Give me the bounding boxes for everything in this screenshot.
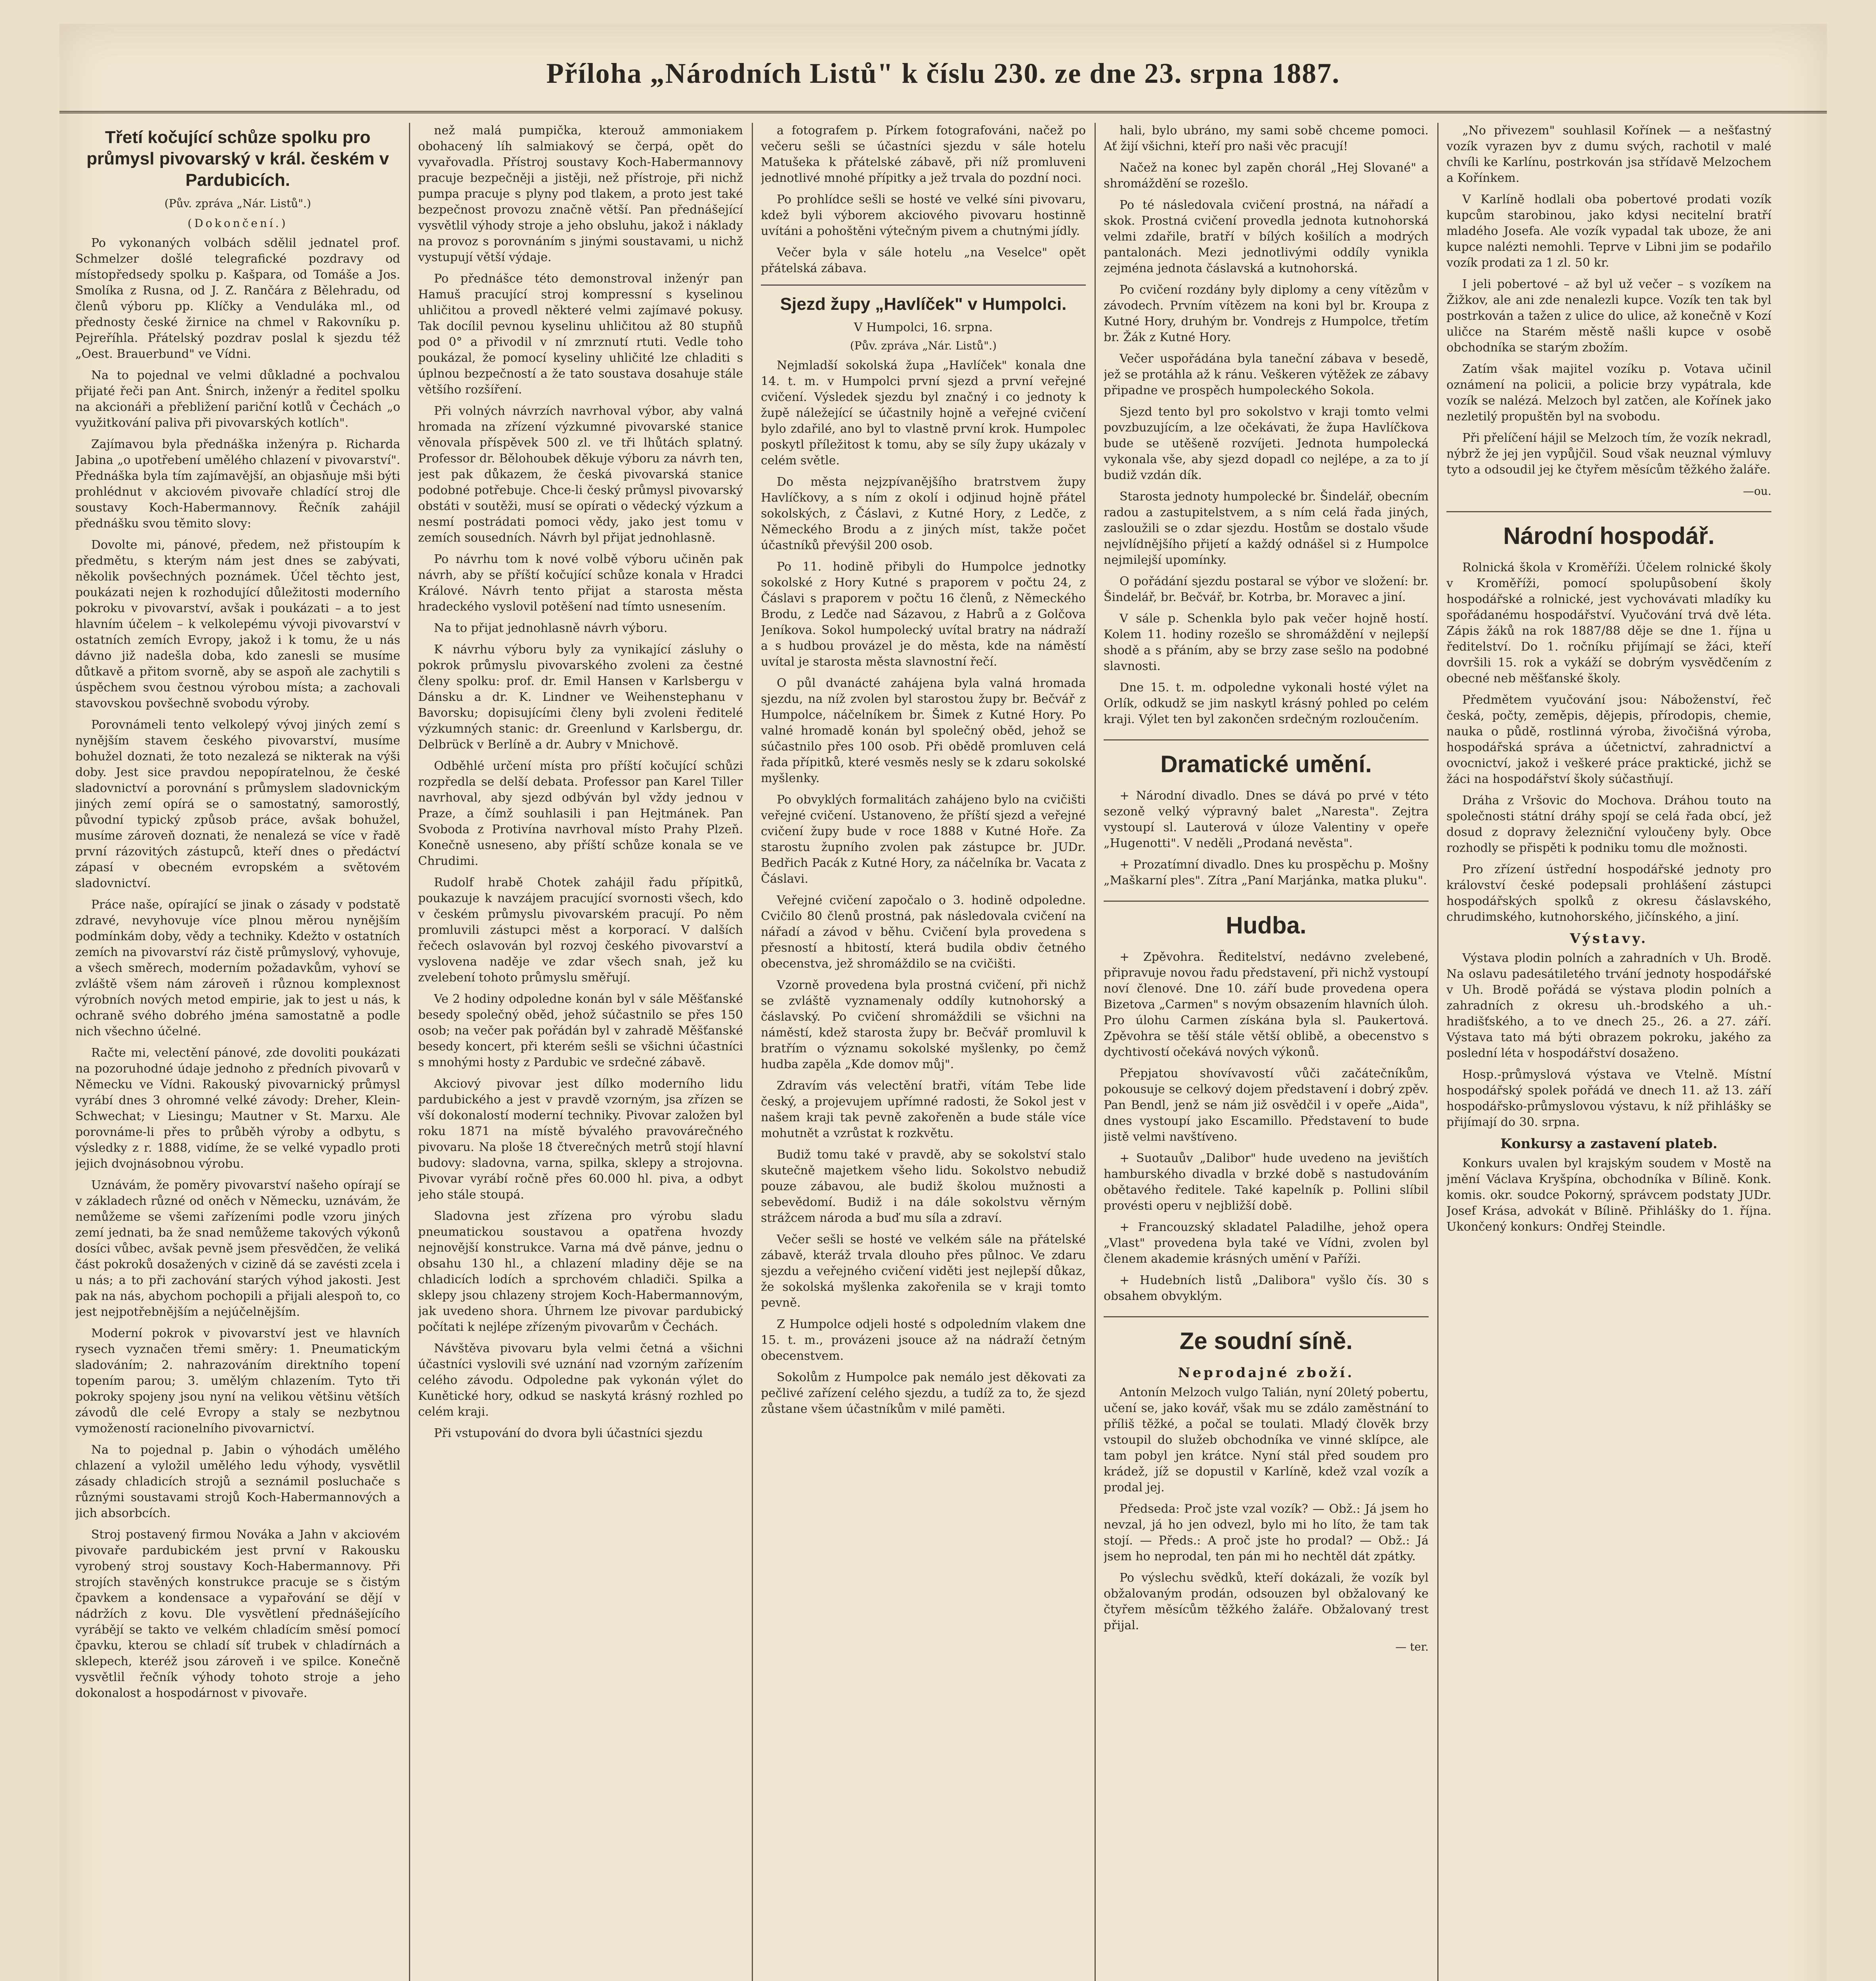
paragraph: Při přelíčení hájil se Melzoch tím, že vozík nekradl, nýbrž že jej jen vypůjčil. Soud však neuznal výmluvy tyto a odsoudil jej ke čtyřem měsícům těžkého žaláře. xyxy=(1446,431,1771,477)
paragraph: Na to pojednal p. Jabin o výhodách umělého chlazení a vyložil umělého ledu výhody, vysvětlil zásady chladicích strojů a seznámil posluchače s různými soustavami strojů Koch-Habermannových a jich absorbcích. xyxy=(75,1443,400,1520)
paragraph: Na to pojednal ve velmi důkladné a pochvalou přijaté řeči pan Ant. Śnirch, inženýr a ředitel spolku na akcionáři a přebližení pariční kotlů v Čechách „o využitkování paliva při pivovarských kotlích". xyxy=(75,368,400,430)
paragraph: + Hudebních listů „Dalibora" vyšlo čís. 30 s obsahem obvyklým. xyxy=(1104,1273,1429,1303)
paragraph: Moderní pokrok v pivovarství jest ve hlavních rysech vyznačen třemi směry: 1. Pneumatickým sladováním; 2. nahrazováním direktního topení topením parou; 3. umělým chlazením. Tyto tři pokroky spojeny jsou nyní na velikou většinu větších závodů dle celé Evropy a staly se nezbytnou vymožeností racionelního pivovarnictví. xyxy=(75,1326,400,1435)
paragraph: O půl dvanácté zahájena byla valná hromada sjezdu, na níž zvolen byl starostou župy br. Bečvář z Humpolce, náčelníkem br. Šimek z Kutné Hory. Po valné hromadě konán byl společný oběd, jehož se súčastnilo přes 100 osob. Při obědě promluven celá řada přípitků, které vesměs nesly se k zdaru sokolské myšlenky. xyxy=(761,676,1086,785)
paragraph: Rudolf hrabě Chotek zahájil řadu přípitků, poukazuje k navzájem pracující svornosti všech, kdo v českém průmyslu pivovarském pracují. Po něm promluvili zástupci měst a korporací. V dalších řečech oslavován byl rozvoj českého pivovarství a vyslovena naděje ve zdar všech snah, jež ku zvelebení tohoto průmyslu směřují. xyxy=(418,876,743,985)
paragraph: + Prozatímní divadlo. Dnes ku prospěchu p. Mošny „Maškarní ples". Zítra „Paní Marjánka, matka pluku". xyxy=(1104,858,1429,887)
paragraph: Z Humpolce odjeli hosté s odpoledním vlakem dne 15. t. m., provázeni jsouce až na nádraží četným obecenstvem. xyxy=(761,1317,1086,1363)
paragraph: O pořádání sjezdu postaral se výbor ve složení: br. Šindelář, br. Bečvář, br. Kotrba, br. Moravec a jiní. xyxy=(1104,574,1429,604)
paragraph: Nejmladší sokolská župa „Havlíček" konala dne 14. t. m. v Humpolci první sjezd a první veřejné cvičení. Výsledek sjezdu byl značný i co jednoty k župě náležející se účastnily hojně a veřejné cvičení bylo zdařilé, ano byl to vlastně první krok. Humpolec poskytl příležitost k tomu, aby se síly župy ukázaly v celém světle. xyxy=(761,359,1086,468)
column-1 xyxy=(75,123,400,1981)
paragraph: Vzorně provedena byla prostná cvičení, při nichž se zvláště vyznamenaly oddíly kutnohorský a čáslavský. Po cvičení shromáždili se všichni na náměstí, kdež starosta župy br. Bečvář promluvil k bratřím o významu sokolské myšlenky, po čemž hudba zapěla „Kde domov můj". xyxy=(761,978,1086,1071)
paragraph: Na to přijat jednohlasně návrh výboru. xyxy=(434,621,668,635)
paragraph: Starosta jednoty humpolecké br. Šindelář, obecním radou a zastupitelstvem, a s ním celá řada jiných, zasloužili se o zdar sjezdu. Hostům se dostalo všude nejvlídnějšího přijetí a každý odnášel si z Humpolce nejmilejší upomínky. xyxy=(1104,490,1429,567)
paragraph: Sokolům z Humpolce pak nemálo jest děkovati za pečlivé zařízení celého sjezdu, a tudíž za to, že sjezd zůstane všem účastníkům v milé paměti. xyxy=(761,1370,1086,1416)
paragraph: Při volných návrzích navrhoval výbor, aby valná hromada na zřízení výzkumné pivovarské stanice věnovala příspěvek 500 zl. ve tři lhůtách splatný. Professor dr. Bělohoubek děkuje výboru za návrh ten, jest pak důkazem, že česká pivovarská stanice podobné potřebuje. Chce-li český průmysl pivovarský obstáti v soutěži, musí se opírati o vědecký výzkum a nesmí postrádati pomoci vědy, jako jest tomu v zemích sousedních. Návrh byl přijat jednohlasně. xyxy=(418,404,743,545)
subsection-title: Výstavy. xyxy=(1570,931,1648,947)
column-3 xyxy=(761,123,1086,1981)
paragraph: Návštěva pivovaru byla velmi četná a všichni účastníci vyslovili své uznání nad vzorným zařízením celého závodu. Odpoledne pak vykonán výlet do Kunětické hory, odkud se naskytá krásný rozhled po celém kraji. xyxy=(418,1342,743,1419)
paragraph: Račte mi, velectění pánové, zde dovoliti poukázati na pozoruhodné údaje jednoho z předních pivovarů v Německu ve Vídni. Rakouský pivovarnický průmysl vyrábí dnes 3 ohromné velké závody: Dreher, Klein-Schwechat; v Liesingu; Mautner v St. Marxu. Ale porovnáme-li přes to průběh výroby a odbytu, s výsledky z r. 1888, vidíme, že se velké vypadlo proti jejich dvojnásobnou výrobu. xyxy=(75,1046,400,1171)
signature: —ou. xyxy=(1743,485,1771,498)
masthead: Příloha „Národních Listů" k číslu 230. ze dne 23. srpna 1887. xyxy=(59,44,1827,113)
article-source: (Pův. zpráva „Nár. Listů".) xyxy=(164,197,311,210)
paragraph: Po návrhu tom k nové volbě výboru učiněn pak návrh, aby se příští kočující schůze konala v Hradci Králové. Návrh tento přijat a starosta města hradeckého vyslovil potěšení nad tímto usnesením. xyxy=(418,552,743,614)
paragraph: Odběhlé určení místa pro příští kočující schůzi rozpředla se delší debata. Professor pan Karel Tiller navrhoval, aby sjezd odbýván byl vždy jednou v Praze, a čímž souhlasili i pan Hejtmánek. Pan Svoboda z Protivína navrhoval místo Prahy Plzeň. Konečně usneseno, aby příští schůze konala se ve Chrudimi. xyxy=(418,759,743,868)
newspaper-page xyxy=(59,24,1827,1981)
paragraph: Práce naše, opírající se jinak o zásady v podstatě zdravé, nevyhovuje více plnou měrou nynějším podmínkám doby, vědy a techniky. Kdežto v ostatních zemích na pivovarství ráz čistě průmyslový, vyhovuje, a všech směrech, moderním požadavkům, vyhoví se zvláště všem nám zároveň i různou komplexnost výrobních nových metod empirie, jak to jest u nás, k ochraně svého dobrého jména samostatně a podle nich všechno účelné. xyxy=(75,898,400,1038)
paragraph: Po prohlídce sešli se hosté ve velké síni pivovaru, kdež byli výborem akciového pivovaru hostinně uvítáni a pohoštěni výtečným pivem a chutnými jídly. xyxy=(761,193,1086,238)
subsection-title: Konkursy a zastavení plateb. xyxy=(1500,1136,1717,1152)
paragraph: Dráha z Vršovic do Mochova. Dráhou touto na společnosti státní dráhy spojí se celá řada obcí, jež dosud z dopravy železniční vyloučeny byly. Obce rozhodly se přispěti k podniku tomu dle možnosti. xyxy=(1446,794,1771,855)
paragraph: Večer sešli se hosté ve velkém sále na přátelské zábavě, kteráž trvala dlouho přes půlnoc. Ve zdaru sjezdu a veřejného cvičení viděti jest nejlepší důkaz, že sokolská myšlenka zakořenila se v kraji tomto pevně. xyxy=(761,1233,1086,1310)
paragraph: Přepjatou shovívavostí vůči začátečníkům, pokousuje se celkový dojem představení i dobrý zpěv. Pan Bendl, jenž se nám již osvědčil i v opeře „Aida", dnes vystoupí jako Escamillo. Představení to bude jistě velmi navštíveno. xyxy=(1104,1067,1429,1144)
section-title-music: Hudba. xyxy=(1104,901,1429,941)
section-title-economy: Národní hospodář. xyxy=(1446,511,1771,552)
column-4 xyxy=(1104,123,1429,1981)
paragraph: Večer uspořádána byla taneční zábava v besedě, jež se protáhla až k ránu. Veškeren výtěžek ze zábavy připadne ve prospěch humpoleckého Sokola. xyxy=(1104,352,1429,397)
paragraph: Dovolte mi, pánové, předem, než přistoupím k předmětu, s kterým nám jest dnes se zabývati, několik povšechných poznámek. Účel těchto jest, poukázati nejen k rozhodující důležitosti moderního pokroku v pivovarství, avšak i poukázati – a to jest hlavním účelem – k velkolepému vývoji pivovarství v ostatních zemích Evropy, jakož i k tomu, že u nás dávno již nadešla doba, kdo zanesli se musíme důtkavě a přitom svorně, aby se aspoň ale zachytili s úspěchem svou čestnou výrobou místa; a zachovali stavovskou povšechně svobodu výroby. xyxy=(75,538,400,710)
article-source: (Pův. zpráva „Nár. Listů".) xyxy=(850,339,997,352)
paragraph: + Národní divadlo. Dnes se dává po prvé v této sezoně velký výpravný balet „Naresta". Zejtra vystoupí sl. Lauterová v úloze Valentiny v opeře „Hugenotti". V neděli „Prodaná nevěsta". xyxy=(1104,789,1429,850)
paragraph: Zdravím vás velectění bratři, vítám Tebe lide český, a projevujem upřímné radosti, že Sokol jest v našem kraji tak pevně zakořeněn a bude stále více mohutnět a vzrůstat k rozkvětu. xyxy=(761,1079,1086,1140)
paragraph: Dne 15. t. m. odpoledne vykonali hosté výlet na Orlík, odkudž se jim naskytl krásný pohled po celém kraji. Výlet ten byl zakončen srdečným rozloučením. xyxy=(1104,681,1429,726)
paragraph: Akciový pivovar jest dílko moderního lidu pardubického a jest v pravdě vzorným, jsa zřízen se vší dokonalostí moderní techniky. Pivovar založen byl roku 1871 na místě bývalého pravovárečného pivovaru. Na ploše 18 čtverečných metrů stojí hlavní budovy: sladovna, varna, spilka, sklepy a strojovna. Pivovar vyrábí ročně přes 60.000 hl. piva, a odbyt jeho stále stoupá. xyxy=(418,1077,743,1202)
column-rule xyxy=(409,123,410,1981)
paragraph: Po té následovala cvičení prostná, na nářadí a skok. Prostná cvičení provedla jednota kutnohorská velmi zdařile, bratří v bílých košilích a modrých pantalonách. Mezi jednotlivými oddíly vynikla zejména jednota čáslavská a kutnohorská. xyxy=(1104,198,1429,275)
paragraph: Zajímavou byla přednáška inženýra p. Richarda Jabina „o upotřebení umělého chlazení v pivovarství". Přednáška byla tím zajímavější, an objasňuje mši býti prohlédnut v akciovém pivovaře chladící stroj dle soustavy Koch-Habermannovy. Řečník zahájil přednášku svou těmito slovy: xyxy=(75,437,400,531)
column-rule xyxy=(1095,123,1096,1981)
paragraph: Do města nejzpívanějšího bratrstvem župy Havlíčkovy, a s ním z okolí i odjinud hojně přátel sokolských, z Čáslavi, z Kutné Hory, z Ledče, z Německého Brodu a z jiných míst, takže počet účastníků převýšil 200 osob. xyxy=(761,475,1086,552)
paragraph: Výstava plodin polních a zahradních v Uh. Brodě. Na oslavu padesátiletého trvání jednoty hospodářské v Uh. Brodě pořádá se výstava plodin polních a zahradních z okresu uh.-brodského a uh.-hradišťského, a to ve dnech 25., 26. a 27. září. Výstava tato má býti obrazem pokroku, jakého za poslední léta v hospodářství dosaženo. xyxy=(1446,951,1771,1060)
continuation-note: (Dokončení.) xyxy=(187,217,288,230)
paragraph: Načež na konec byl zapěn chorál „Hej Slované" a shromáždění se rozešlo. xyxy=(1104,161,1429,191)
paragraph: Po výslechu svědků, kteří dokázali, že vozík byl obžalovaným prodán, odsouzen byl obžalovaný ke čtyřem měsícům těžkého žaláře. Obžalovaný trest přijal. xyxy=(1104,1571,1429,1632)
article-title-sokol: Sjezd župy „Havlíček" v Humpolci. xyxy=(761,284,1086,315)
paragraph: Po přednášce této demonstroval inženýr pan Hamuš pracující stroj kompressní s kyselinou uhličitou a provedl některé velmi zajímavé pokusy. Tak docílil pevnou kyselinu uhličitou až 80 stupňů pod 0° a přivodil v ní zmrznutí rtuti. Vedle toho poukázal, že pomocí kyseliny uhličité lze chladiti s úplnou bezpečností a že tato soustava dosahuje stále většího rozšíření. xyxy=(418,272,743,397)
paragraph: Stroj postavený firmou Nováka a Jahn v akciovém pivovaře pardubickém jest první v Rakousku vyrobený stroj soustavy Koch-Habermannovy. Při strojích stavěných konstrukce pracuje se s čistým čpavkem a kondensace a vypařování se dějí v nádržích z kovu. Dle vysvětlení přednášejícího vyrábějí se takto ve velkém chladícím směsí pomocí čpavku, kterou se chladí síť trubek v chladírnách a sklepech, kteréž jsou zároveň i ve spilce. Konečně vysvětlil řečník výhody tohoto stroje a jeho dokonalost a hospodárnost v pivovaře. xyxy=(75,1528,400,1700)
paragraph: než malá pumpička, kterouž ammoniakem obohacený líh salmiakový se čerpá, opět do vyvařovadla. Přístroj soustavy Koch-Habermannovy pracuje bezpečněji a jistěji, než přístroje, při nichž pumpa pracuje s plyny pod tlakem, a proto jest také bezpečnost provozu značně větší. Pan přednášející vysvětlil výhody stroje a jeho obsluhu, jakož i náklady na provoz s porovnáním s jinými soustavami, u nichž vystupují větší výdaje. xyxy=(418,124,743,264)
paragraph: Konkurs uvalen byl krajským soudem v Mostě na jmění Václava Kryšpína, obchodníka v Bílině. Konk. komis. okr. soudce Pokorný, správcem podstaty JUDr. Josef Krása, advokát v Bílině. Přihlášky do 1. října. Ukončený konkurs: Ondřej Steindle. xyxy=(1446,1157,1771,1234)
section-title-court: Ze soudní síně. xyxy=(1104,1316,1429,1357)
paragraph: + Zpěvohra. Ředitelství, nedávno zvelebené, připravuje novou řadu představení, při nichž vystoupí noví členové. Dne 10. září bude provedena opera Bizetova „Carmen" s novým obsazením hlavních úloh. Pro úlohu Carmen získána byla sl. Paukertová. Zpěvohra se těší stále větší oblibě, a obecenstvo s dychtivostí očekává nových výkonů. xyxy=(1104,950,1429,1059)
paragraph: I jeli pobertové – až byl už večer – s vozíkem na Žižkov, ale ani zde nenalezli kupce. Vozík ten tak byl postrkován a tažen z ulice do ulice, až konečně v Kozí uličce na Starém městě našli kupce v osobě obchodníka se starým zbožím. xyxy=(1446,277,1771,355)
paragraph: a fotografem p. Pírkem fotografováni, načež po večeru sešli se účastníci sjezdu v sále hotelu Matušeka k přátelské zábavě, při níž promluveni jednotlivé mnohé přípitky a jež trvala do pozdní noci. xyxy=(761,124,1086,185)
signature: — ter. xyxy=(1395,1640,1429,1653)
paragraph: Pro zřízení ústřední hospodářské jednoty pro království české podepsali prohlášení zástupci hospodářských spolků z okresu čáslavského, chrudimského, kutnohorského, jičínského, a jiní. xyxy=(1446,863,1771,924)
paragraph: + Suotauův „Dalibor" hude uvedeno na jevištích hamburského divadla v brzké době s nastudováním obětavého ředitele. Také kapelník p. Pollini slíbil provésti operu v nejbližší době. xyxy=(1104,1151,1429,1213)
paragraph: Hosp.-průmyslová výstava ve Vtelně. Místní hospodářský spolek pořádá ve dnech 11. až 13. září hospodářsko-průmyslovou výstavu, k níž přihlášky se přijímají do 30. srpna. xyxy=(1446,1068,1771,1129)
paragraph: Sjezd tento byl pro sokolstvo v kraji tomto velmi povzbuzujícím, a lze očekávati, že župa Havlíčkova bude se utěšeně rozvíjeti. Jednota humpolecká vykonala vše, aby sjezd dopadl co nejlépe, a za to jí budiž vzdán dík. xyxy=(1104,405,1429,482)
paragraph: Po obvyklých formalitách zahájeno bylo na cvičišti veřejné cvičení. Ustanoveno, že příští sjezd a veřejné cvičení župy bude v roce 1888 v Kutné Hoře. Za starostu župního zvolen pak zástupce br. JUDr. Bedřich Pacák z Kutné Hory, za náčelníka br. Vacata z Čáslavi. xyxy=(761,793,1086,886)
paragraph: Při vstupování do dvora byli účastníci sjezdu xyxy=(434,1426,703,1440)
paragraph: Rolnická škola v Kroměříži. Účelem rolnické školy v Kroměříži, pomocí spolupůsobení školy hospodářské a rolnické, jest vychovávati mladíky ku spořádanému hospodářství. Vyučování trvá dvě léta. Zápis žáků na rok 1887/88 děje se dne 1. října u ředitelství. Do 1. ročníku přijímají se žáci, kteří dovršili 15. rok a vykáží se dobrým vysvědčením z obecné neb měšťanské školy. xyxy=(1446,561,1771,685)
paragraph: Večer byla v sále hotelu „na Veselce" opět přátelská zábava. xyxy=(761,246,1086,275)
paragraph: K návrhu výboru byly za vynikající zásluhy o pokrok průmyslu pivovarského zvoleni za čestné členy spolku: prof. dr. Emil Hansen v Karlsbergu v Dánsku a dr. K. Lindner ve Weihenstephanu v Bavorsku; dopisujícími členy byli zvoleni ředitelé výzkumných stanic: dr. Greenlund v Karlsbergu, dr. Delbrück v Berlíně a dr. Aubry v Mnichově. xyxy=(418,643,743,752)
paragraph: Sladovna jest zřízena pro výrobu sladu pneumatickou soustavou a opatřena hvozdy nejnovější konstrukce. Varna má dvě pánve, jednu o obsahu 130 hl., a chlazení mladiny děje se na chladicích lodích a sprchovém chladiči. Spilka a sklepy jsou chlazeny strojem Koch-Habermannovým, jak uvedeno shora. Úhrnem lze pivovar pardubický počítati k nejlépe zřízeným pivovarům v Čechách. xyxy=(418,1209,743,1334)
column-2 xyxy=(418,123,743,1981)
paragraph: Antonín Melzoch vulgo Talián, nyní 20letý pobertu, učení se, jako kovář, však mu se zdálo zaměstnání to příliš těžké, a počal se toulati. Mladý člověk brzy vstoupil do služeb obchodníka ve vinné sklípce, ale tam pobyl jen krátce. Nyní stál před soudem pro krádež, jíž se dopustil v Karlíně, kdež vzal vozík a prodal jej. xyxy=(1104,1386,1429,1494)
paragraph: Zatím však majitel vozíku p. Votava učinil oznámení na policii, a policie brzy vypátrala, kde vozík se nalézá. Melzoch byl zatčen, ale Kořínek jako nezletilý propuštěn byl na svobodu. xyxy=(1446,362,1771,424)
section-title-drama: Dramatické umění. xyxy=(1104,739,1429,780)
paragraph: Předseda: Proč jste vzal vozík? — Obž.: Já jsem ho nevzal, já ho jen odvezl, bylo mi ho líto, že tam tak stojí. — Předs.: A proč jste ho prodal? — Obž.: Já jsem ho neprodal, ten pán mi ho nechtěl dát zpátky. xyxy=(1104,1502,1429,1563)
paragraph: + Francouzský skladatel Paladilhe, jehož opera „Vlast" provedena byla také ve Vídni, zvolen byl členem akademie krásných umění v Paříži. xyxy=(1104,1220,1429,1266)
paragraph: V sále p. Schenkla bylo pak večer hojně hostí. Kolem 11. hodiny rozešlo se shromáždění v nejlepší shodě a s přáním, aby se brzy zase sešlo na podobné slavnosti. xyxy=(1104,612,1429,673)
paragraph: „No přivezem" souhlasil Kořínek — a nešťastný vozík vyrazen byv z dumu svých, rachotil v malé chvíli ke Karlínu, postrkován jsa střídavě Melzochem a Kořínkem. xyxy=(1446,124,1771,185)
paragraph: Budiž tomu také v pravdě, aby se sokolství stalo skutečně majetkem všeho lidu. Sokolstvo nebudiž pouze zábavou, ale budiž školou mužnosti a sebevědomí. Budiž i na dále sokolstvu věrným strážcem národa a buď mu síla a zdraví. xyxy=(761,1148,1086,1225)
column-rule xyxy=(752,123,753,1981)
column-5 xyxy=(1446,123,1771,1981)
paragraph: hali, bylo ubráno, my sami sobě chceme pomoci. Ať žijí všichni, kteří pro naši věc pracují! xyxy=(1104,124,1429,153)
paragraph: Po cvičení rozdány byly diplomy a ceny vítězům v závodech. Prvním vítězem na koni byl br. Kroupa z Kutné Hory, druhým br. Vondrejs z Humpolce, třetím br. Žák z Kutné Hory. xyxy=(1104,283,1429,344)
paragraph: Veřejné cvičení započalo o 3. hodině odpoledne. Cvičilo 80 členů prostná, pak následovala cvičení na nářadí a závod v běhu. Cvičení byla provedena s přesností a hbitostí, která budila obdiv četného obecenstva, jež shromáždilo se na cvičišti. xyxy=(761,893,1086,971)
paragraph: Po vykonaných volbách sdělil jednatel prof. Schmelzer došlé telegrafické pozdravy od místopředsedy spolku p. Kašpara, od Tomáše a Jos. Smolíka z Rusna, od J. Z. Rančára z Bělehradu, od členů výboru pp. Klíčky a Venduláka ml., od přednosty české žirnice na chmel v Rakovníku p. Pejreříhla. Přátelský pozdrav poslal k sjezdu též „Oest. Brauerbund" ve Vídni. xyxy=(75,236,400,361)
paragraph: Uznávám, že poměry pivovarství našeho opírají se v základech různé od oněch v Německu, uznávám, že nemůžeme se všemi zařízeními podle vzoru jiných zemí jednati, ba že snad nemůžeme takových výkonů dosíci vůbec, avšak pevně jsem přesvědčen, že veliká část pokroků dosažených v cizině dá se zavésti zcela i u nás; a to při zachování starých výhod jakosti. Jest pak na nás, abychom pochopili a přijali alespoň to, co jest nejpotřebnějším a nejúčelnějším. xyxy=(75,1178,400,1319)
paragraph: Po 11. hodině přibyli do Humpolce jednotky sokolské z Hory Kutné s praporem v počtu 24, z Čáslavi s praporem v počtu 16 členů, z Německého Brodu, z Ledče nad Sázavou, z Habrů a z Golčova Jeníkova. Sokol humpolecký uvítal bratry na nádraží a s hudbou provázel je do města, kde na náměstí uvítal je starosta města slavnostní řečí. xyxy=(761,560,1086,669)
subsection-title: Neprodajné zboží. xyxy=(1178,1365,1354,1381)
paragraph: Předmětem vyučování jsou: Náboženství, řeč česká, počty, zeměpis, dějepis, přírodopis, chemie, nauka o půdě, rostlinná výroba, živočišná výroba, hospodářská správa a účetnictví, zahradnictví a ovocnictví, jakož i veškeré práce praktické, jichž se žáci na hospodářství školy súčastňují. xyxy=(1446,693,1771,786)
dateline: V Humpolci, 16. srpna. xyxy=(854,321,993,334)
paragraph: Ve 2 hodiny odpoledne konán byl v sále Měšťanské besedy společný oběd, jehož súčastnilo se přes 150 osob; na večer pak pořádán byl v zahradě Měšťanské besedy koncert, při kterém sešli se všichni účastníci s mnohými hosty z Pardubic ve srdečné zábavě. xyxy=(418,992,743,1069)
paragraph: V Karlíně hodlali oba pobertové prodati vozík kupcům starobinou, jako kdysi necitelní bratří mladého Josefa. Ale vozík vypadal tak uboze, že ani kupce nalézti nemohli. Teprve v Libni jim se podařilo vozík prodati za 1 zl. 50 kr. xyxy=(1446,193,1771,270)
column-rule xyxy=(1437,123,1439,1981)
article-title-brewing: Třetí kočující schůze spolku pro průmysl pivovarský v král. českém v Pardubicích. xyxy=(86,128,389,190)
paragraph: Porovnámeli tento velkolepý vývoj jiných zemí s nynějším stavem českého pivovarství, musíme bohužel doznati, že toto nezalezá se nikterak na výši doby. Jest sice pravdou nepopíratelnou, že české sladovnictví a porovnání s průmyslem sladovnickým jiných zemí opírá se o samostatný, samorostlý, původní typický způsob práce, avšak bohužel, musíme zároveň doznati, že nenalezá se více v řadě první rázovitých zástupců, kteří dnes o předáctví zápasí v obecném evropském a světovém sladovnictví. xyxy=(75,718,400,890)
